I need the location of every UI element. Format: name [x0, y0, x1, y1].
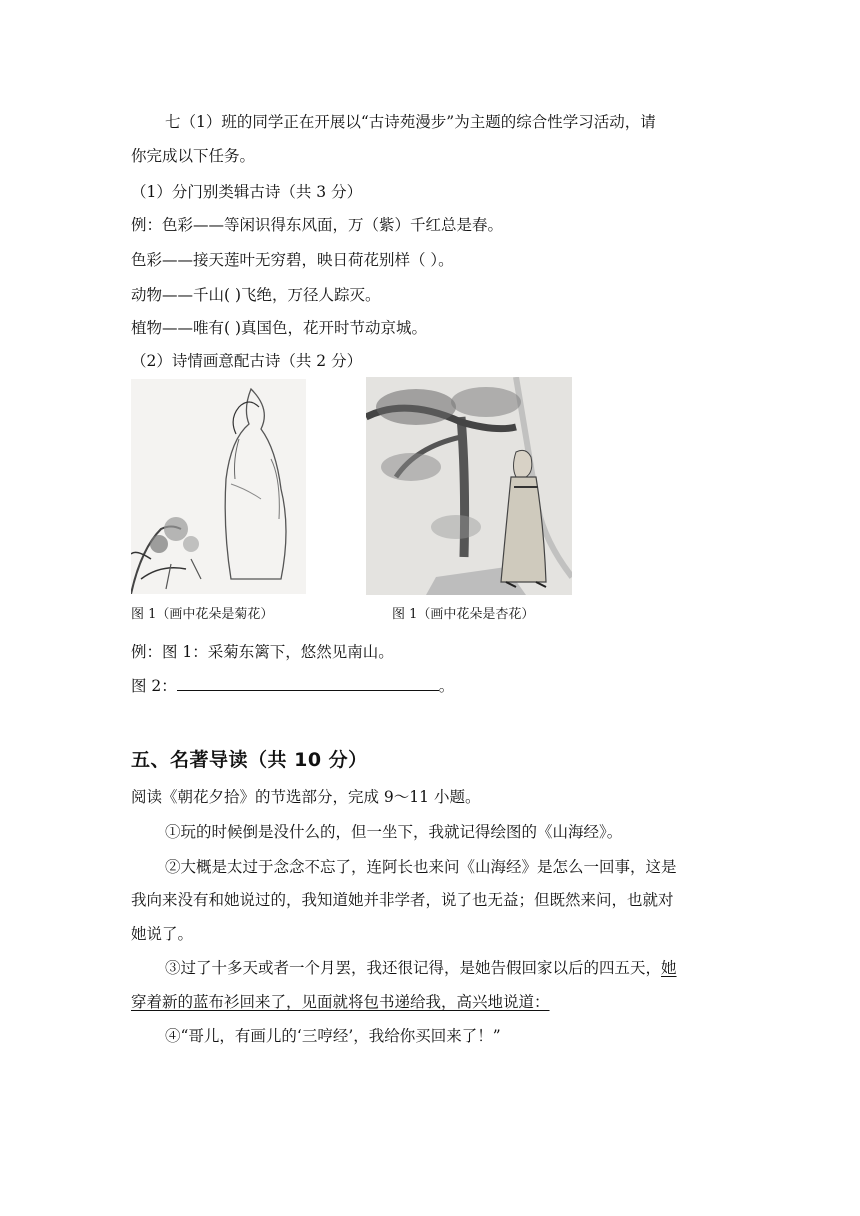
passage-paragraph-2-line-2: 我向来没有和她说过的，我知道她并非学者，说了也无益；但既然来问，也就对	[131, 891, 674, 909]
figure-1-caption: 图 1（画中花朵是菊花）	[131, 607, 274, 622]
paragraph-3-underlined-start: 她	[661, 959, 677, 977]
task2-example: 例：图 1：采菊东篱下，悠然见南山。	[131, 643, 394, 661]
figure-2-caption: 图 1（画中花朵是杏花）	[392, 607, 535, 622]
figure-2-apricot-blossom-painting	[366, 377, 572, 595]
task2-answer-end: 。	[438, 677, 455, 695]
passage-paragraph-3-line-1	[165, 958, 677, 978]
section-5-heading: 五、名著导读（共 10 分）	[131, 749, 368, 771]
task2-answer-line	[131, 676, 454, 696]
passage-paragraph-3-line-2-underlined: 穿着新的蓝布衫回来了，见面就将包书递给我，高兴地说道：	[131, 993, 550, 1011]
task1-item-animal: 动物——千山( )飞绝，万径人踪灭。	[131, 286, 381, 304]
task1-example: 例：色彩——等闲识得东风面，万（紫）千红总是春。	[131, 216, 504, 234]
passage-paragraph-4: ④“哥儿，有画儿的‘三哼经’，我给你买回来了！”	[165, 1027, 501, 1045]
passage-paragraph-1: ①玩的时候倒是没什么的，但一坐下，我就记得绘图的《山海经》。	[165, 823, 623, 841]
paragraph-3-plain-text: ③过了十多天或者一个月罢，我还很记得，是她告假回家以后的四五天，	[165, 959, 662, 977]
task1-item-plant: 植物——唯有( )真国色，花开时节动京城。	[131, 319, 428, 337]
task2-answer-label: 图 2：	[131, 677, 177, 695]
task1-item-color: 色彩——接天莲叶无穷碧，映日荷花别样（ ）。	[131, 251, 454, 269]
task2-title: （2）诗情画意配古诗（共 2 分）	[131, 352, 363, 370]
task2-answer-blank[interactable]	[177, 678, 439, 691]
section-5-instruction: 阅读《朝花夕拾》的节选部分，完成 9～11 小题。	[131, 788, 481, 806]
passage-paragraph-2-line-3: 她说了。	[131, 925, 194, 943]
task1-title: （1）分门别类辑古诗（共 3 分）	[131, 183, 363, 201]
intro-line-2: 你完成以下任务。	[131, 147, 256, 165]
passage-paragraph-2-line-1: ②大概是太过于念念不忘了，连阿长也来问《山海经》是怎么一回事，这是	[165, 858, 677, 876]
intro-line-1: 七（1）班的同学正在开展以“古诗苑漫步”为主题的综合性学习活动，请	[165, 113, 656, 131]
figure-1-chrysanthemum-painting	[131, 379, 306, 594]
